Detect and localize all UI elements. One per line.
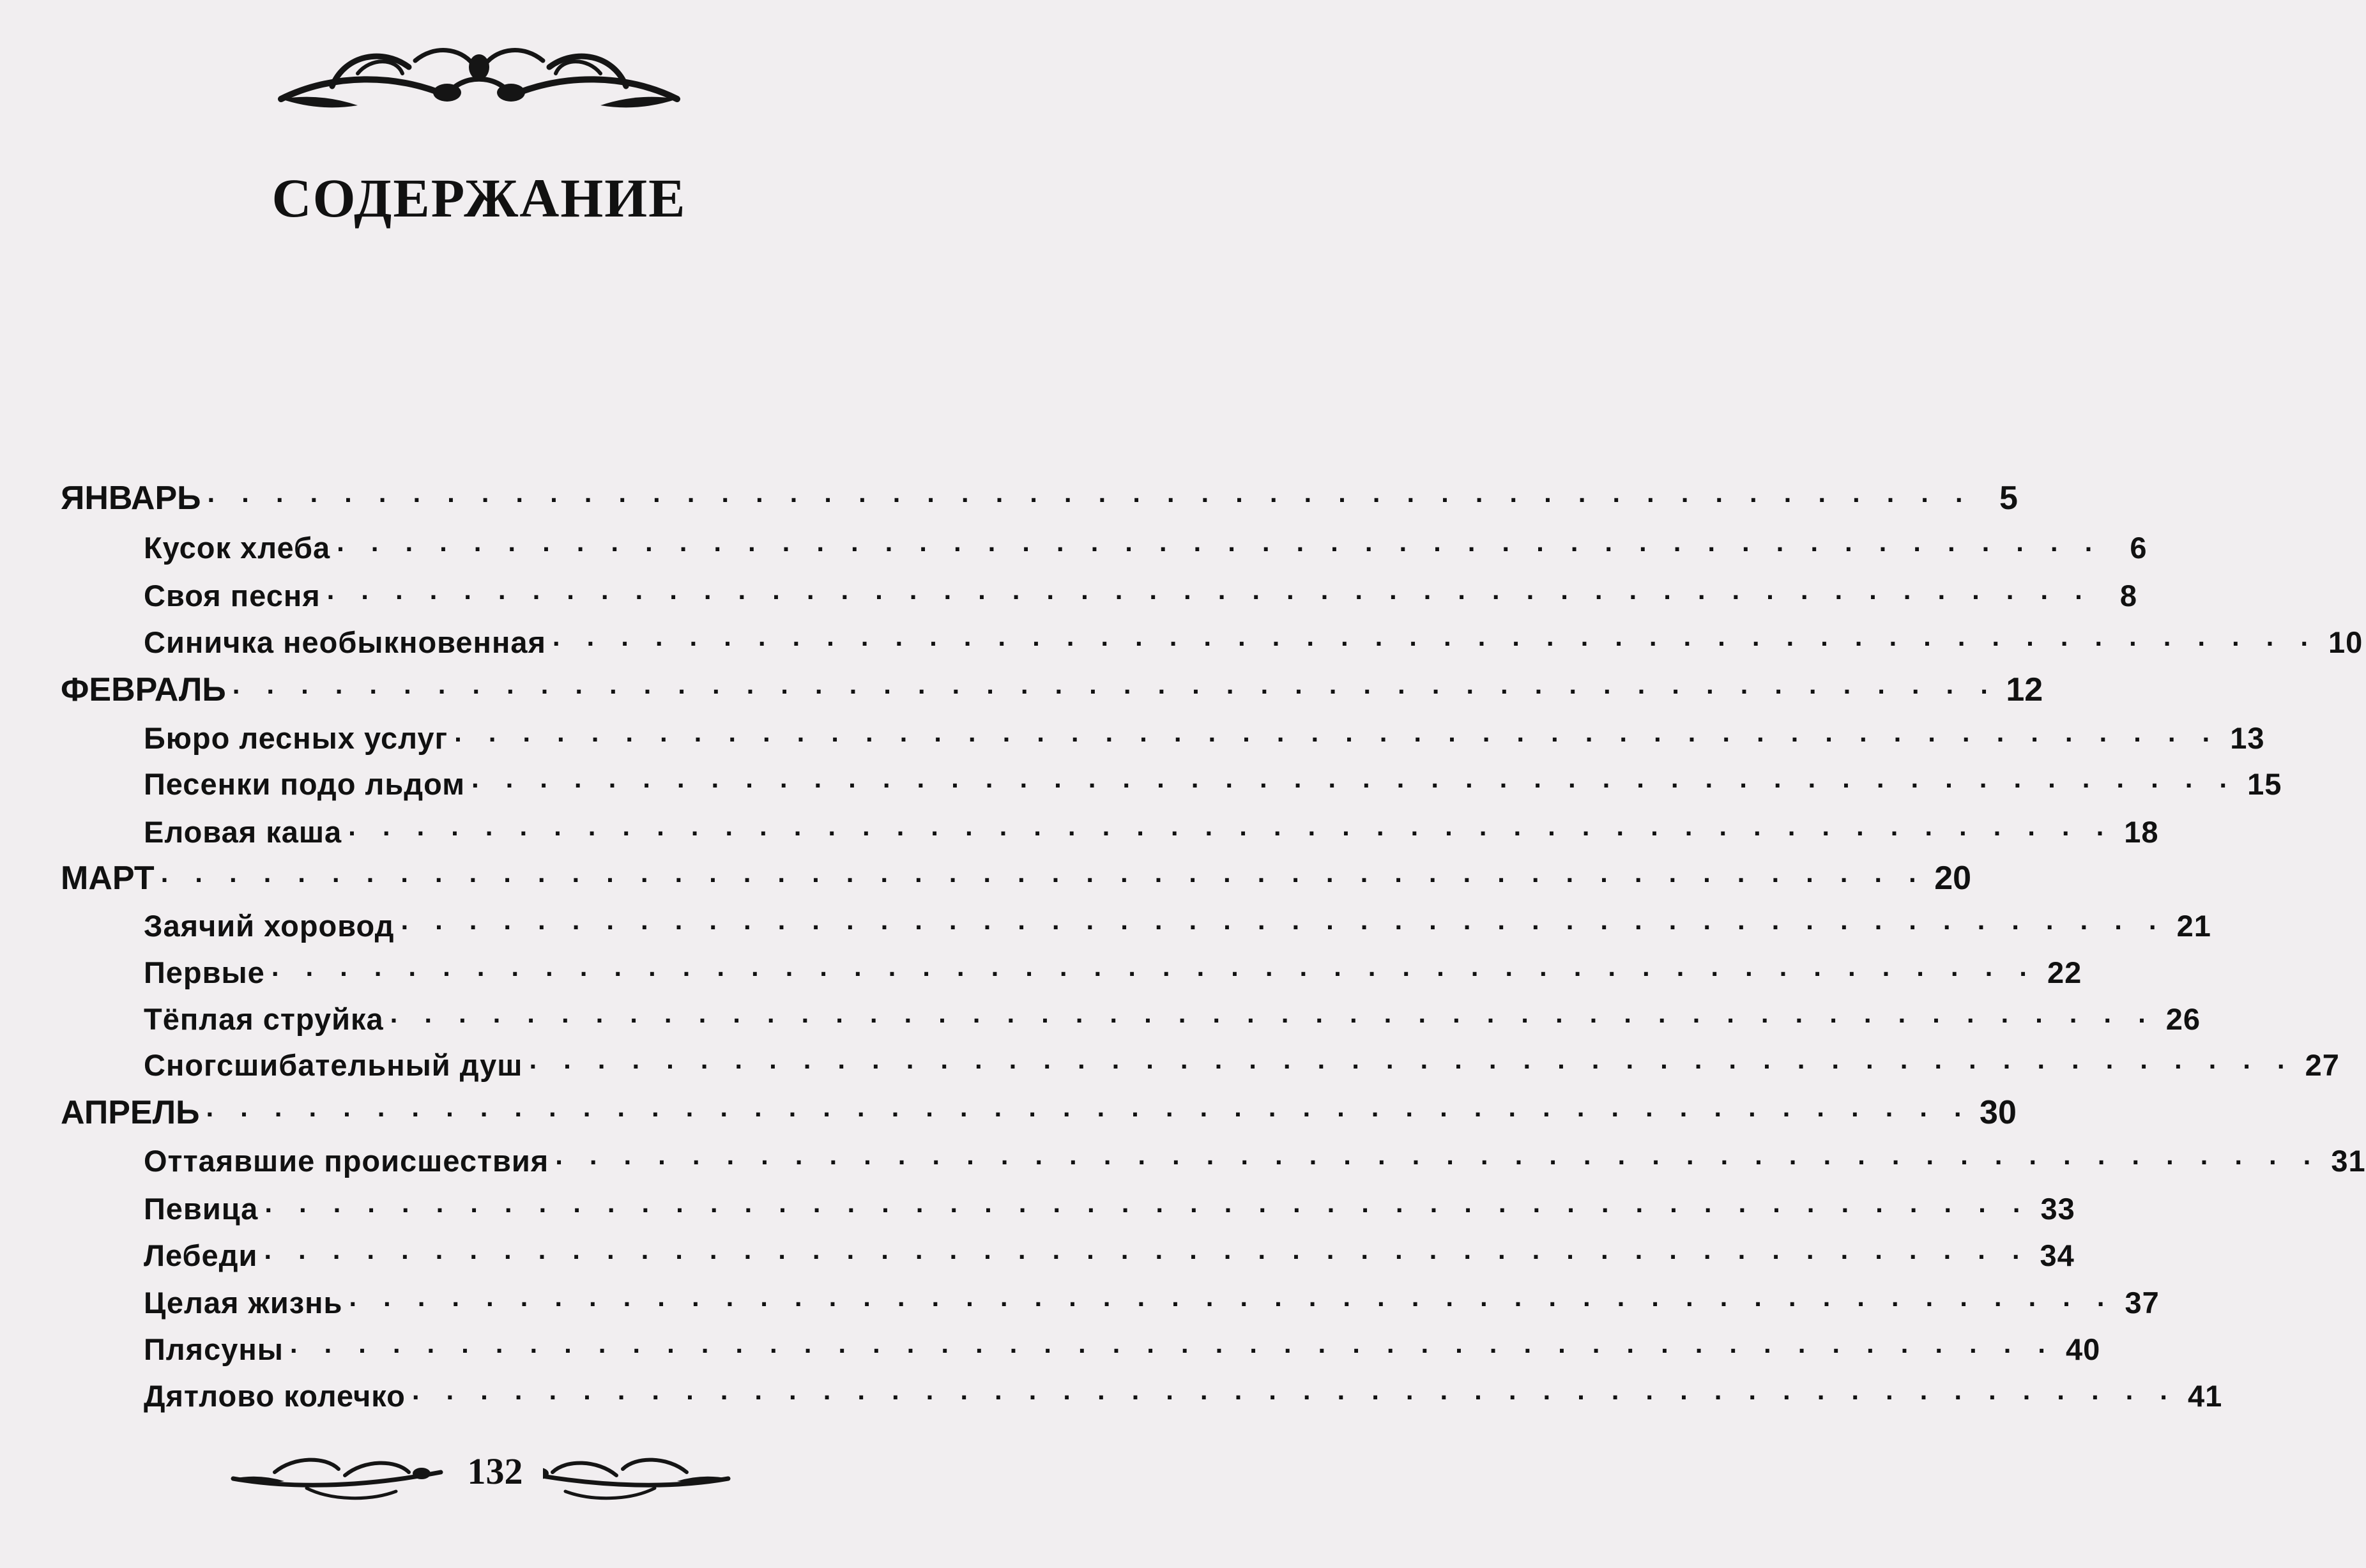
toc-item-label: Плясуны: [144, 1332, 284, 1366]
leader-dots: · · · · · · · · · · · · · · · · · · · · · · · · · · · · · · · · · · · · · · · · · · · · · · · · · · · ·: [271, 959, 2038, 989]
toc-month-label: ФЕВРАЛЬ: [61, 671, 226, 708]
toc-item-label: Синичка необыкновенная: [144, 625, 546, 659]
page-number: 132: [447, 1450, 543, 1493]
toc-item-label: Песенки подо льдом: [144, 767, 465, 801]
leader-dots: · · · · · · · · · · · · · · · · · · · · · · · · · · · · · · · · · · · · · · · · · · · · · · · · · · · ·: [390, 1005, 2156, 1035]
toc-item-label: Еловая каша: [144, 815, 342, 849]
toc-month-label: АПРЕЛЬ: [61, 1094, 200, 1131]
toc-item-label: Сногсшибательный душ: [144, 1048, 523, 1082]
toc-page-number: 10: [2328, 625, 2363, 659]
toc-page-number: 8: [2119, 579, 2138, 613]
toc-page-number: 31: [2331, 1144, 2366, 1178]
toc-item-label: Заячий хоровод: [144, 909, 395, 943]
toc-item[interactable]: [144, 1143, 2366, 1178]
toc-item-label: Кусок хлеба: [144, 531, 331, 565]
toc-item-label: Дятлово колечко: [144, 1379, 406, 1413]
leader-dots: · · · · · · · · · · · · · · · · · · · · · · · · · · · · · · · · · · · · · · · · · · · · · · · · · · · ·: [264, 1242, 2030, 1272]
toc-item[interactable]: [144, 814, 2159, 849]
toc-item[interactable]: [144, 625, 2363, 660]
toc-page-number: 34: [2040, 1238, 2075, 1272]
leader-dots: · · · · · · · · · · · · · · · · · · · · · · · · · · · · · · · · · · · · · · · · · · · · · · · · · · · ·: [232, 676, 1999, 706]
toc-page-number: 21: [2176, 909, 2211, 943]
toc-page-number: 41: [2187, 1379, 2223, 1413]
leader-dots: · · · · · · · · · · · · · · · · · · · · · · · · · · · · · · · · · · · · · · · · · · · · · · · · · · · ·: [411, 1382, 2178, 1412]
toc-item-label: Певица: [144, 1192, 259, 1226]
leader-dots: · · · · · · · · · · · · · · · · · · · · · · · · · · · · · · · · · · · · · · · · · · · · · · · · · · · ·: [349, 1289, 2115, 1319]
toc-item[interactable]: [144, 1001, 2201, 1037]
leader-dots: · · · · · · · · · · · · · · · · · · · · · · · · · · · · · · · · · · · · · · · · · · · · · · · · · · · ·: [206, 1099, 1972, 1129]
toc-item[interactable]: [144, 530, 2148, 565]
toc-page-number: 40: [2066, 1332, 2101, 1366]
toc-item-label: Бюро лесных услуг: [144, 721, 448, 755]
toc-page-number: 26: [2165, 1002, 2201, 1036]
toc-month-march[interactable]: [61, 859, 1972, 897]
top-ornament-icon: [0, 35, 958, 118]
toc-page-number: 37: [2125, 1286, 2160, 1320]
leader-dots: · · · · · · · · · · · · · · · · · · · · · · · · · · · · · · · · · · · · · · · · · · · · · · · · · · · ·: [264, 1195, 2031, 1225]
toc-item[interactable]: [144, 1378, 2223, 1413]
toc-month-february[interactable]: [61, 671, 2043, 709]
leader-dots: · · · · · · · · · · · · · · · · · · · · · · · · · · · · · · · · · · · · · · · · · · · · · · · · · · · ·: [160, 865, 1927, 895]
toc-item[interactable]: [144, 955, 2082, 990]
toc-item-label: Целая жизнь: [144, 1286, 343, 1320]
toc-month-january[interactable]: [61, 479, 2018, 517]
toc-item-label: Тёплая струйка: [144, 1002, 384, 1036]
leader-dots: · · · · · · · · · · · · · · · · · · · · · · · · · · · · · · · · · · · · · · · · · · · · · · · · · · · ·: [529, 1051, 2295, 1081]
leader-dots: · · · · · · · · · · · · · · · · · · · · · · · · · · · · · · · · · · · · · · · · · · · · · · · · · · · ·: [471, 770, 2238, 800]
leader-dots: · · · · · · · · · · · · · · · · · · · · · · · · · · · · · · · · · · · · · · · · · · · · · · · · · · · ·: [454, 724, 2220, 754]
toc-page-number: 22: [2047, 955, 2082, 989]
leader-dots: · · · · · · · · · · · · · · · · · · · · · · · · · · · · · · · · · · · · · · · · · · · · · · · · · · · ·: [552, 628, 2319, 658]
toc-month-label: МАРТ: [61, 860, 155, 897]
toc-item[interactable]: [144, 720, 2265, 756]
toc-item[interactable]: [144, 1047, 2340, 1083]
toc-item-label: Своя песня: [144, 579, 321, 613]
toc-page-number: 12: [2006, 671, 2043, 708]
toc-item-label: Лебеди: [144, 1238, 258, 1272]
leader-dots: · · · · · · · · · · · · · · · · · · · · · · · · · · · · · · · · · · · · · · · · · · · · · · · · · · · ·: [289, 1336, 2056, 1366]
toc-month-april[interactable]: [61, 1093, 2017, 1132]
toc-item[interactable]: [144, 1238, 2075, 1273]
toc-item-label: Оттаявшие происшествия: [144, 1144, 549, 1178]
leader-dots: · · · · · · · · · · · · · · · · · · · · · · · · · · · · · · · · · · · · · · · · · · · · · · · · · · · ·: [207, 485, 1973, 515]
leader-dots: · · · · · · · · · · · · · · · · · · · · · · · · · · · · · · · · · · · · · · · · · · · · · · · · · · · ·: [348, 818, 2114, 848]
toc-page-number: 27: [2305, 1048, 2340, 1082]
toc-page-number: 20: [1934, 860, 1972, 897]
toc-item-label: Первые: [144, 955, 265, 989]
leader-dots: · · · · · · · · · · · · · · · · · · · · · · · · · · · · · · · · · · · · · · · · · · · · · · · · · · · ·: [555, 1147, 2321, 1177]
toc-page-number: 33: [2040, 1192, 2075, 1226]
toc-item[interactable]: [144, 1332, 2101, 1367]
leader-dots: · · · · · · · · · · · · · · · · · · · · · · · · · · · · · · · · · · · · · · · · · · · · · · · · · · · ·: [401, 912, 2167, 942]
leader-dots: · · · · · · · · · · · · · · · · · · · · · · · · · · · · · · · · · · · · · · · · · · · · · · · · · · · ·: [337, 534, 2103, 564]
leader-dots: · · · · · · · · · · · · · · · · · · · · · · · · · · · · · · · · · · · · · · · · · · · · · · · · · · · ·: [326, 582, 2093, 612]
toc-item[interactable]: [144, 1285, 2160, 1320]
page-title: СОДЕРЖАНИЕ: [271, 167, 687, 229]
toc-page-number: 6: [2130, 531, 2148, 565]
toc-page-number: 15: [2247, 767, 2282, 801]
toc-item[interactable]: [144, 766, 2282, 802]
toc-page-number: 18: [2124, 815, 2159, 849]
toc-item[interactable]: [144, 1191, 2075, 1226]
toc-page-number: 13: [2230, 721, 2265, 755]
toc-item[interactable]: [144, 578, 2138, 613]
toc-page-number: 5: [1999, 480, 2018, 517]
toc-month-label: ЯНВАРЬ: [61, 480, 201, 517]
toc-item[interactable]: [144, 908, 2211, 943]
toc-page-number: 30: [1980, 1094, 2017, 1131]
